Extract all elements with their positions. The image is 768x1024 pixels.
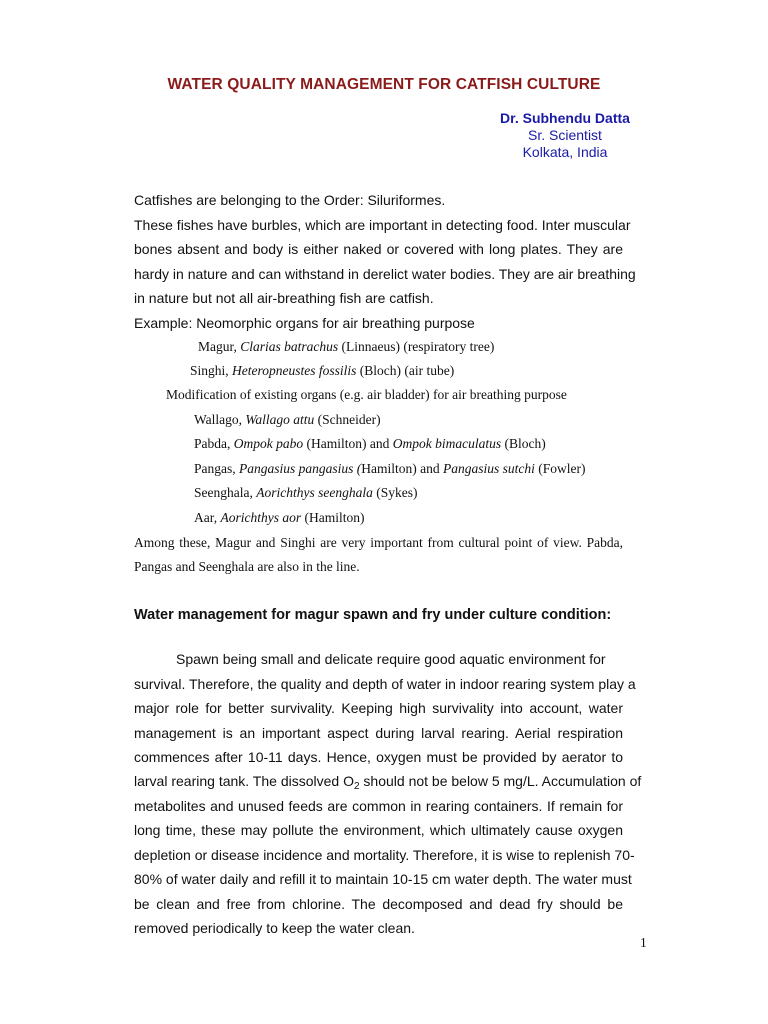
author-block (470, 110, 660, 161)
body-line: be clean and free from chlorine. The decomposed and dead fry should be (134, 896, 623, 912)
species-note: (Bloch) (501, 436, 546, 451)
section-heading: Water management for magur spawn and fry under culture condition: (134, 607, 612, 623)
species-connector: (Hamilton) and (303, 436, 393, 451)
common-name: Pangas, (194, 461, 239, 476)
scientific-name: Aorichthys aor (220, 510, 302, 525)
species-note: (Bloch) (air tube) (356, 363, 455, 378)
example-line: Example: Neomorphic organs for air breathing purpose (134, 315, 475, 331)
common-name: Singhi, (190, 363, 233, 378)
body-line: metabolites and unused feeds are common in rearing containers. If remain for (134, 798, 623, 814)
scientific-name: Ompok bimaculatus (392, 436, 502, 451)
body-text: larval rearing tank. The dissolved O (134, 773, 354, 789)
page-number: 1 (640, 935, 647, 950)
body-line: long time, these may pollute the environment, which ultimately cause oxygen (134, 822, 623, 838)
species-note: (Hamilton) (301, 510, 365, 525)
scientific-name: Pangasius sutchi (443, 461, 535, 476)
species-line-aar (194, 510, 364, 526)
body-line: 80% of water daily and refill it to maintain 10-15 cm water depth. The water must (134, 871, 632, 887)
species-line-magur (198, 339, 494, 355)
scientific-name: Ompok pabo (233, 436, 304, 451)
species-note: (Fowler) (534, 461, 586, 476)
species-line-pangas (194, 461, 586, 477)
common-name: Pabda, (194, 436, 234, 451)
intro-paragraph-line: bones absent and body is either naked or covered with long plates. They are (134, 241, 623, 257)
body-text: should not be below 5 mg/L. Accumulation of (359, 773, 642, 789)
body-line: management is an important aspect during larval rearing. Aerial respiration (134, 725, 623, 741)
author-position: Sr. Scientist (528, 127, 602, 143)
intro-paragraph-line: hardy in nature and can withstand in derelict water bodies. They are air breathing (134, 266, 636, 282)
body-line: Spawn being small and delicate require good aquatic environment for (176, 651, 606, 667)
body-line: survival. Therefore, the quality and depth of water in indoor rearing system play a (134, 676, 636, 692)
scientific-name: Aorichthys seenghala (256, 485, 373, 500)
body-line: major role for better survivality. Keeping high survivality into account, water (134, 700, 623, 716)
common-name: Seenghala, (194, 485, 257, 500)
body-line-oxygen (134, 769, 642, 794)
scientific-name: Heteropneustes fossilis (232, 363, 357, 378)
document-title: WATER QUALITY MANAGEMENT FOR CATFISH CULTURE (167, 76, 601, 93)
common-name: Magur, (198, 339, 241, 354)
intro-order-line: Catfishes are belonging to the Order: Siluriformes. (134, 192, 446, 208)
species-line-seenghala (194, 485, 417, 501)
body-line: commences after 10-11 days. Hence, oxygen must be provided by aerator to (134, 749, 623, 765)
intro-paragraph-line: in nature but not all air-breathing fish are catfish. (134, 290, 434, 306)
species-line-wallago (194, 412, 381, 428)
common-name: Aar, (194, 510, 221, 525)
body-line: depletion or disease incidence and mortality. Therefore, it is wise to replenish 70- (134, 847, 635, 863)
scientific-name: Wallago attu (245, 412, 315, 427)
species-note: (Linnaeus) (respiratory tree) (338, 339, 495, 354)
subscript: 2 (353, 781, 360, 792)
body-line: removed periodically to keep the water clean. (134, 920, 415, 936)
author-location: Kolkata, India (522, 144, 608, 160)
species-note: (Sykes) (372, 485, 418, 500)
among-line: Pangas and Seenghala are also in the line. (134, 559, 360, 574)
scientific-name: Pangasius pangasius ( (239, 461, 362, 476)
scientific-name: Clarias batrachus (240, 339, 339, 354)
intro-paragraph-line: These fishes have burbles, which are important in detecting food. Inter muscular (134, 217, 631, 233)
species-line-pabda (194, 436, 546, 452)
author-name: Dr. Subhendu Datta (500, 110, 630, 126)
species-note: (Schneider) (314, 412, 381, 427)
modification-line: Modification of existing organs (e.g. air bladder) for air breathing purpose (166, 387, 567, 402)
species-connector: Hamilton) and (361, 461, 443, 476)
species-line-singhi (190, 363, 454, 379)
among-line: Among these, Magur and Singhi are very important from cultural point of view. Pabda, (134, 535, 623, 550)
common-name: Wallago, (194, 412, 246, 427)
